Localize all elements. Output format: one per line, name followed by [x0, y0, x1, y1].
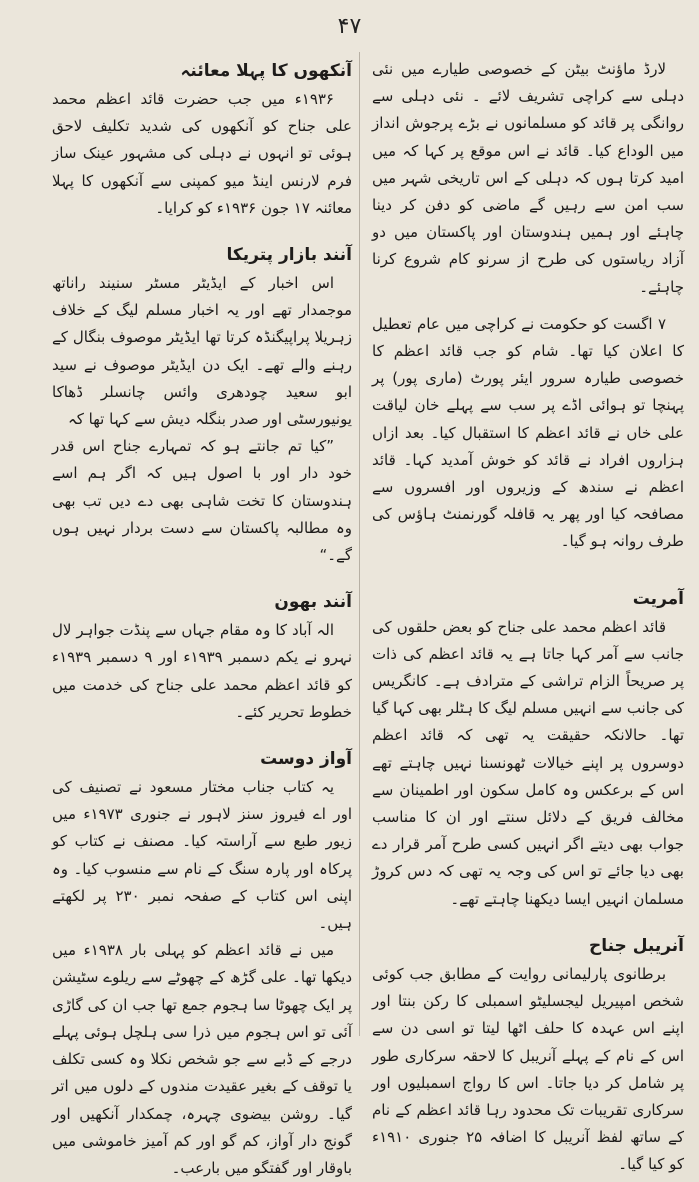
paragraph-arrival: لارڈ ماؤنٹ بیٹن کے خصوصی طیارے میں نئی دہلی سے کراچی تشریف لائے ۔ نئی دہلی سے روانگی پر قائد کو مسلمانوں نے بڑے پرجوش انداز میں الوداع کیا۔ قائد نے اس موقع پر کہا کہ میں امید کرتا ہوں کہ دہلی کے اس تاریخی شہر میں سب امن سے رہیں گے ماضی کو دفن کر دینا چاہئے اور ہمیں ہندوستان اور پاکستان میں دو آزاد ریاستوں کی طرح از سرنو کام شروع کرنا چاہئے۔	[372, 60, 684, 296]
paragraph-awaz-e-dost-quote: میں نے قائد اعظم کو پہلی بار ۱۹۳۸ء میں دیکھا تھا۔ علی گڑھ کے چھوٹے سے ریلوے سٹیشن پر ایک چھوٹا سا ہجوم جمع تھا جب ان کی گاڑی آئی تو اس ہجوم میں ذرا سی ہلچل ہوئی پہلے درجے کے ڈبے سے جو شخص نکلا وہ کسی تکلف یا توقف کے بغیر عقیدت مندوں کے دلوں میں اتر گیا۔ روشن بیضوی چہرہ، چمکدار آنکھیں اور گونج دار آواز، کم گو اور کم آمیز خاموشی میں باوقار اور گفتگو میں بارعب۔	[52, 941, 352, 1177]
left-column	[52, 56, 352, 1182]
paragraph-honorable-jinnah: برطانوی پارلیمانی روایت کے مطابق جب کوئی شخص امپیریل لیجسلیٹو اسمبلی کا رکن بنتا اور اپنے اس عہدہ کا حلف اٹھا لیتا تو اسی دن سے اس کے نام کے پہلے آنریبل کا لاحقہ سرکاری طور پر شامل کر دیا جاتا۔ اس کا رواج اسمبلیوں اور سرکاری تقریبات تک محدود رہا قائد اعظم کے نام کے ساتھ لفظ آنریبل کا اضافہ ۲۵ جنوری ۱۹۱۰ء کو کیا گیا۔	[372, 964, 684, 1174]
paragraph-eye-examination: ۱۹۳۶ء میں جب حضرت قائد اعظم محمد علی جناح کو آنکھوں کی شدید تکلیف لاحق ہوئی تو انہوں نے دہلی کی مشہور عینک ساز فرم لارنس اینڈ میو کمپنی سے آنکھوں کا پہلا معائنہ ۱۷ جون ۱۹۳۶ء کو کرایا۔	[52, 90, 352, 217]
heading-anand-bazar-patrika: آنند بازار پتریکا	[226, 245, 352, 266]
paragraph-awaz-e-dost-book: یہ کتاب جناب مختار مسعود نے تصنیف کی اور اے فیروز سنز لاہور نے جنوری ۱۹۷۳ء میں زیور طبع سے آراستہ کیا۔ مصنف نے کتاب کو پرکاہ اور پارہ سنگ کے نام سے منسوب کیا۔ وہ اپنی اس کتاب کے صفحہ نمبر ۲۳۰ پر لکھتے ہیں۔	[52, 778, 352, 933]
heading-amriyat: آمریت	[632, 588, 684, 609]
heading-awaz-e-dost: آواز دوست	[260, 749, 352, 770]
paragraph-amriyat: قائد اعظم محمد علی جناح کو بعض حلقوں کی جانب سے آمر کہا جاتا ہے یہ قائد اعظم کی ذات پر صریحاً الزام تراشی کے مترادف ہے۔ کانگریس کی جانب سے انہیں مسلم لیگ کا ہٹلر بھی کہا گیا تھا۔ حالانکہ حقیقت یہ تھی کہ قائد اعظم دوسروں پر اپنے خیالات ٹھونسنا نہیں چاہتے تھے اس کے برعکس وہ کامل سکون اور اطمینان سے مخالف فریق کے دلائل سنتے اور ان کا مناسب جواب بھی دیتے اگر انہیں کسی طرح آمر قرار دے بھی دیا جائے تو اس کی وجہ یہ تھی کہ دس کروڑ مسلمان انہیں ایسا دیکھنا چاہتے تھے۔	[372, 617, 684, 908]
heading-anand-bhawan: آنند بھون	[274, 592, 352, 613]
paragraph-anand-bazar-patrika: اس اخبار کے ایڈیٹر مسٹر سنیند راناتھ موجمدار تھے اور یہ اخبار مسلم لیگ کے خلاف زہریلا پراپیگنڈہ کرتا تھا ایڈیٹر موصوف بنگال کے رہنے والے تھے۔ ایک دن ایڈیٹر موصوف نے سید ابو سعید چودھری وائس چانسلر ڈھاکا یونیورسٹی اور صدر بنگلہ دیش سے کہا تھا کہ	[52, 274, 352, 429]
column-divider	[359, 52, 360, 1036]
quote-anand-bazar-patrika: ”کیا تم جانتے ہو کہ تمہارے جناح اس قدر خود دار اور با اصول ہیں کہ اگر ہم اسے ہندوستان کا تخت شاہی بھی دے دیں تب بھی وہ مطالبہ پاکستان سے دست بردار نہیں ہوں گے۔“	[52, 437, 352, 565]
paragraph-anand-bhawan: الہ آباد کا وہ مقام جہاں سے پنڈت جواہر لال نہرو نے یکم دسمبر ۱۹۳۹ء اور ۹ دسمبر ۱۹۳۹ء کو قائد اعظم محمد علی جناح کی خدمت میں خطوط تحریر کئے۔	[52, 621, 352, 721]
right-column	[372, 56, 684, 1179]
heading-honorable-jinnah: آنریبل جناح	[588, 935, 684, 956]
page-number: ۴۷	[337, 14, 362, 39]
paragraph-karachi-holiday: ۷ اگست کو حکومت نے کراچی میں عام تعطیل کا اعلان کیا تھا۔ شام کو جب قائد اعظم کا خصوصی طیارہ سرور ایئر پورٹ (ماری پور) پر پہنچا تو ہوائی اڈے پر سب سے پہلے خان لیاقت علی خاں نے قائد اعظم کا استقبال کیا۔ بعد ازاں ہزاروں افراد نے قائد کو خوش آمدید کہا۔ قائد اعظم نے سندھ کے وزیروں اور افسروں سے مصافحہ کیا اور پھر یہ قافلہ گورنمنٹ ہاؤس کی طرف روانہ ہو گیا۔	[372, 314, 684, 551]
heading-eye-examination: آنکھوں کا پہلا معائنہ	[180, 61, 352, 81]
